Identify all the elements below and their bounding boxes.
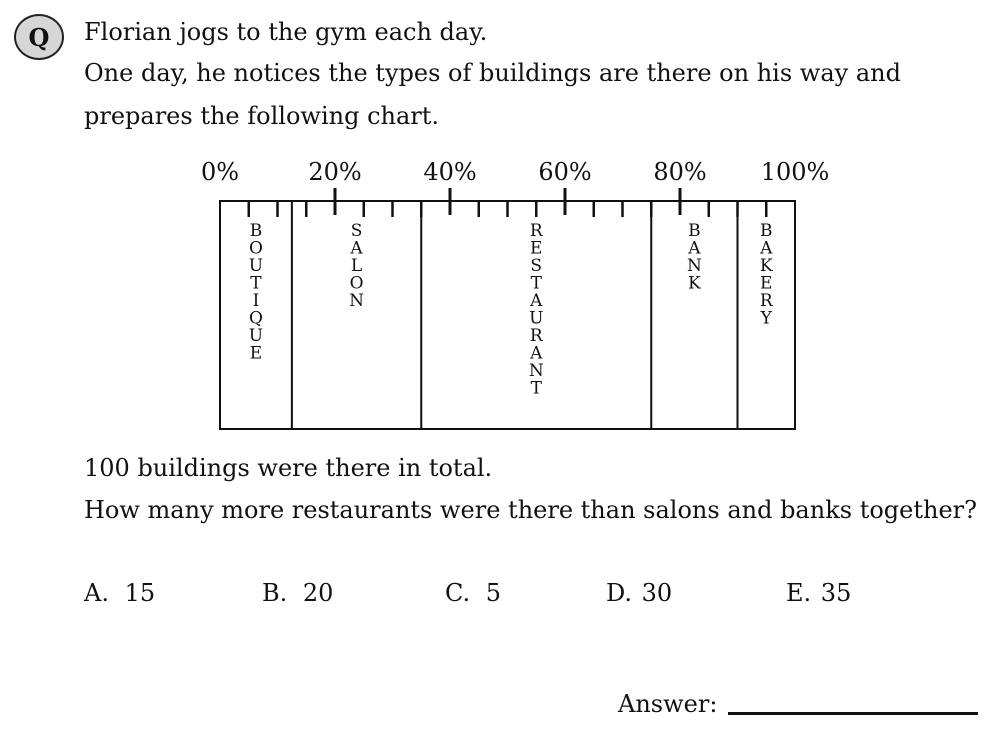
question-prompt: How many more restaurants were there than salons and banks together? xyxy=(84,496,977,524)
answer-label: Answer: xyxy=(618,690,718,718)
option-d-letter: D. xyxy=(606,579,633,607)
segment-label-bank: B A N K xyxy=(686,221,702,294)
option-b-letter: B. xyxy=(262,579,288,607)
question-line-1: Florian jogs to the gym each day. xyxy=(84,18,488,46)
axis-tick-label-2: 40% xyxy=(423,158,477,186)
segment-label-bakery: B A K E R Y xyxy=(759,221,773,329)
axis-tick-label-1: 20% xyxy=(308,158,362,186)
segment-label-boutique: B O U T I Q U E xyxy=(248,221,264,364)
answer-input-line[interactable] xyxy=(728,712,978,715)
option-e-value: 35 xyxy=(820,579,852,607)
segment-label-restaurant: R E S T A U R A N T xyxy=(528,221,544,399)
axis-tick-label-3: 60% xyxy=(538,158,592,186)
option-a-letter: A. xyxy=(84,579,109,607)
option-e-letter: E. xyxy=(786,579,812,607)
option-d[interactable] xyxy=(606,579,672,607)
option-c-value: 5 xyxy=(485,579,502,607)
option-c[interactable] xyxy=(445,579,501,607)
axis-tick-label-0: 0% xyxy=(200,158,240,186)
option-a[interactable] xyxy=(84,579,155,607)
question-line-2: One day, he notices the types of buildings are there on his way and xyxy=(84,59,901,87)
option-d-value: 30 xyxy=(641,579,673,607)
option-a-value: 15 xyxy=(124,579,156,607)
question-line-3: prepares the following chart. xyxy=(84,102,440,130)
axis-tick-label-4: 80% xyxy=(653,158,707,186)
question-badge: Q xyxy=(14,14,64,60)
total-buildings-text: 100 buildings were there in total. xyxy=(84,454,493,482)
option-e[interactable] xyxy=(786,579,851,607)
segment-label-salon: S A L O N xyxy=(349,221,364,311)
option-c-letter: C. xyxy=(445,579,471,607)
option-b[interactable] xyxy=(262,579,333,607)
axis-tick-label-5: 100% xyxy=(760,158,830,186)
option-b-value: 20 xyxy=(302,579,334,607)
